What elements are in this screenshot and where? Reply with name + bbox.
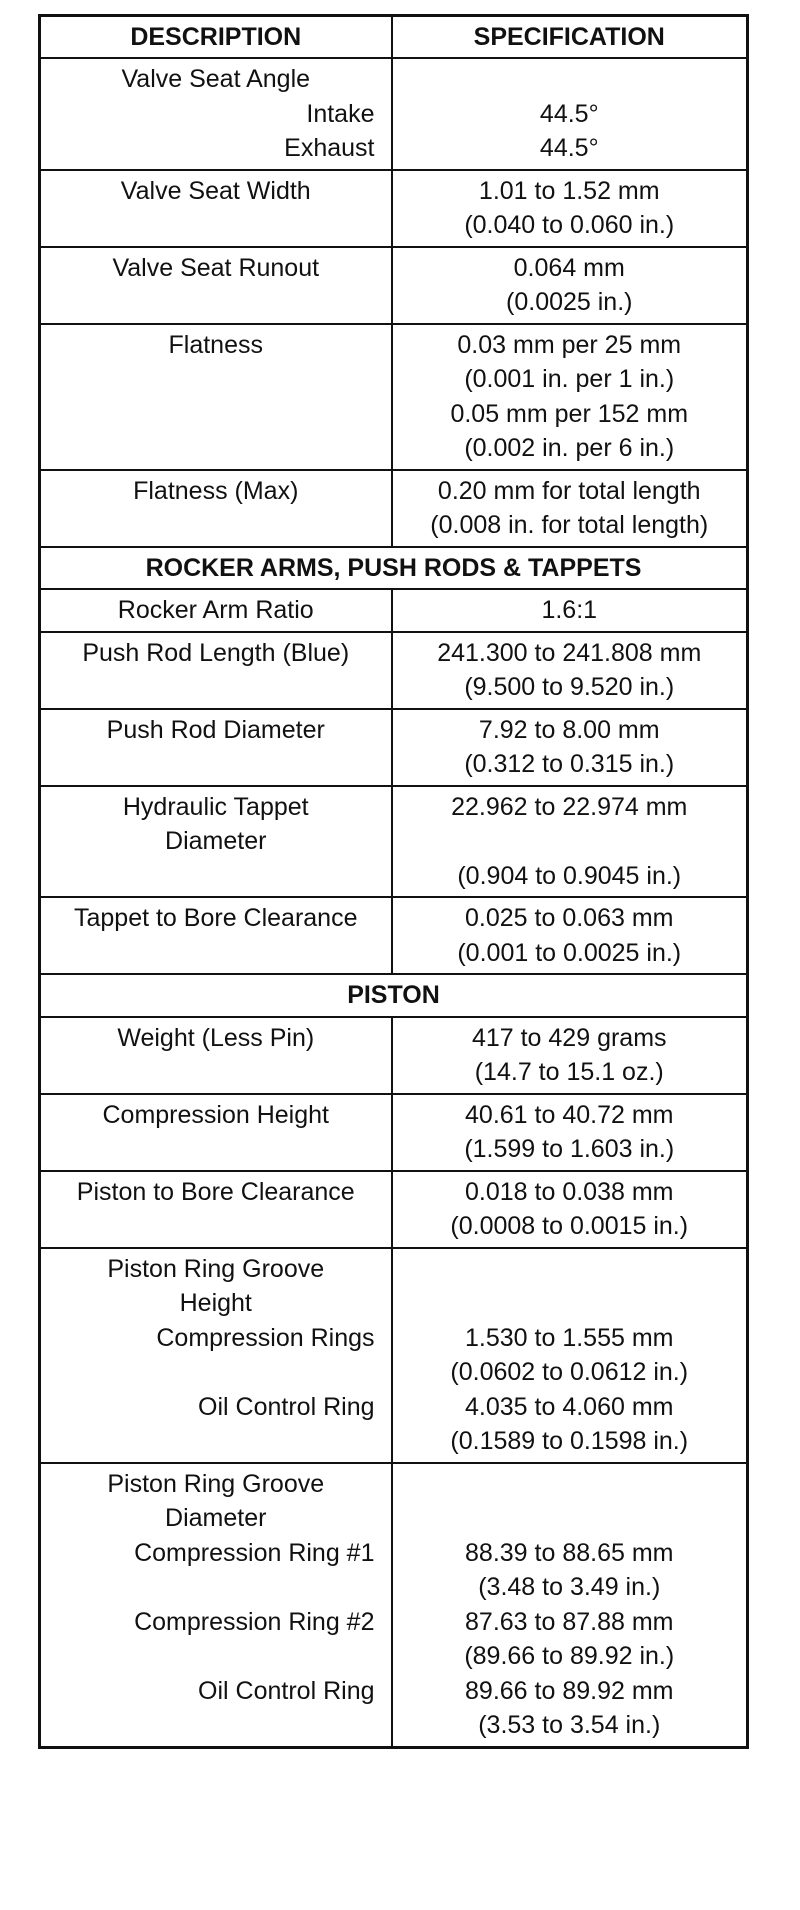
imperial-value: (0.040 to 0.060 in.) [464, 211, 675, 239]
spacer [401, 824, 739, 859]
table-row-push-rod-length [40, 632, 748, 709]
metric-value: 0.03 mm per 25 mm [457, 330, 682, 359]
imperial-value: (0.002 in. per 6 in.) [464, 434, 675, 462]
imperial-value: (0.904 to 0.9045 in.) [457, 861, 682, 890]
spacer [401, 62, 739, 97]
oil-control-ring-label: Oil Control Ring [198, 1676, 375, 1705]
specification-cell [392, 1171, 748, 1248]
specification-cell [392, 1017, 748, 1094]
table-row-push-rod-diameter [40, 709, 748, 786]
metric-value: 87.63 to 87.88 mm [465, 1607, 674, 1636]
specification-cell [392, 1094, 748, 1171]
row-label-continued: Diameter [165, 1504, 267, 1532]
specification-cell [392, 247, 748, 324]
row-label-continued: Diameter [165, 827, 267, 855]
row-label: Piston to Bore Clearance [76, 1177, 355, 1206]
table-row-flatness-max [40, 470, 748, 547]
description-cell [40, 247, 392, 324]
specification-cell [392, 709, 748, 786]
compression-ring-1-label: Compression Ring #1 [134, 1538, 375, 1567]
intake-value: 44.5° [539, 99, 599, 128]
imperial-value: (0.0602 to 0.0612 in.) [450, 1358, 689, 1386]
row-label: Piston Ring Groove [107, 1469, 325, 1498]
imperial-value: (3.48 to 3.49 in.) [478, 1573, 661, 1601]
spacer [401, 1286, 739, 1321]
spacer [49, 1708, 383, 1743]
oil-control-ring-label: Oil Control Ring [198, 1392, 375, 1421]
description-cell [40, 1171, 392, 1248]
row-label: Weight (Less Pin) [117, 1023, 315, 1052]
specification-cell [392, 1248, 748, 1463]
metric-value: 1.01 to 1.52 mm [478, 176, 660, 205]
specification-cell [392, 786, 748, 898]
section-row-piston [40, 974, 748, 1017]
imperial-value: (9.500 to 9.520 in.) [464, 673, 675, 701]
imperial-value: (0.0008 to 0.0015 in.) [450, 1212, 689, 1240]
description-cell [40, 1248, 392, 1463]
spacer [49, 1639, 383, 1674]
spacer [49, 1424, 383, 1459]
metric-value: 0.05 mm per 152 mm [450, 399, 689, 428]
description-cell [40, 324, 392, 470]
exhaust-value: 44.5° [539, 134, 599, 162]
specification-cell [392, 170, 748, 247]
table-row-flatness [40, 324, 748, 470]
specification-cell [392, 324, 748, 470]
compression-rings-label: Compression Rings [156, 1323, 375, 1352]
metric-value: 0.018 to 0.038 mm [465, 1177, 674, 1206]
description-cell [40, 1094, 392, 1171]
metric-value: 7.92 to 8.00 mm [478, 715, 660, 744]
spacer [49, 1570, 383, 1605]
description-cell [40, 589, 392, 632]
metric-value: 417 to 429 grams [471, 1023, 667, 1052]
table-row-valve-seat-angle [40, 58, 748, 170]
table-row-valve-seat-width [40, 170, 748, 247]
imperial-value: (0.1589 to 0.1598 in.) [450, 1427, 689, 1455]
description-cell [40, 1017, 392, 1094]
description-cell [40, 170, 392, 247]
section-heading-rocker-arms: ROCKER ARMS, PUSH RODS & TAPPETS [40, 547, 748, 590]
row-label-continued: Height [179, 1289, 252, 1317]
imperial-value: (14.7 to 15.1 oz.) [474, 1058, 664, 1086]
specification-cell [392, 632, 748, 709]
imperial-value: (0.008 in. for total length) [430, 511, 709, 539]
specification-header: SPECIFICATION [392, 16, 748, 59]
specification-cell [392, 589, 748, 632]
description-cell [40, 897, 392, 974]
imperial-value: (3.53 to 3.54 in.) [478, 1711, 661, 1739]
section-row-rocker [40, 547, 748, 590]
row-label: Valve Seat Runout [112, 253, 320, 282]
table-row-tappet-to-bore [40, 897, 748, 974]
table-row-valve-seat-runout [40, 247, 748, 324]
imperial-value: (1.599 to 1.603 in.) [464, 1135, 675, 1163]
intake-label: Intake [306, 99, 375, 128]
row-label: Hydraulic Tappet [122, 792, 309, 821]
specification-cell [392, 470, 748, 547]
metric-value: 88.39 to 88.65 mm [465, 1538, 674, 1567]
description-cell [40, 786, 392, 898]
table-row-hydraulic-tappet-diameter [40, 786, 748, 898]
metric-value: 4.035 to 4.060 mm [465, 1392, 674, 1421]
specification-cell [392, 58, 748, 170]
table-row-rocker-arm-ratio [40, 589, 748, 632]
spacer [401, 1252, 739, 1287]
row-label: Flatness (Max) [133, 476, 299, 505]
metric-value: 0.025 to 0.063 mm [465, 904, 674, 932]
row-label: Push Rod Diameter [106, 715, 325, 744]
metric-value: 40.61 to 40.72 mm [465, 1100, 674, 1129]
section-heading-piston: PISTON [40, 974, 748, 1017]
specification-table [38, 14, 749, 1749]
spacer [401, 1501, 739, 1536]
metric-value: 0.064 mm [513, 253, 625, 282]
row-label: Valve Seat Angle [121, 65, 311, 93]
description-cell [40, 709, 392, 786]
metric-value: 1.530 to 1.555 mm [465, 1323, 674, 1352]
compression-ring-2-label: Compression Ring #2 [134, 1607, 375, 1636]
description-cell [40, 58, 392, 170]
description-header: DESCRIPTION [40, 16, 392, 59]
specification-cell [392, 1463, 748, 1748]
row-label: Tappet to Bore Clearance [73, 904, 358, 932]
metric-value: 89.66 to 89.92 mm [465, 1676, 674, 1705]
imperial-value: (0.0025 in.) [506, 288, 633, 316]
row-label: Rocker Arm Ratio [117, 596, 314, 624]
imperial-value: (0.001 to 0.0025 in.) [457, 938, 682, 967]
description-cell [40, 470, 392, 547]
metric-value: 241.300 to 241.808 mm [437, 638, 702, 667]
table-row-ring-groove-diameter [40, 1463, 748, 1748]
spacer [401, 1467, 739, 1502]
row-label: Compression Height [102, 1100, 329, 1129]
description-cell [40, 1463, 392, 1748]
metric-value: 0.20 mm for total length [437, 476, 701, 505]
table-row-compression-height [40, 1094, 748, 1171]
imperial-value: (89.66 to 89.92 in.) [464, 1642, 675, 1670]
specification-cell [392, 897, 748, 974]
header-row [40, 16, 748, 59]
ratio-value: 1.6:1 [541, 596, 598, 624]
imperial-value: (0.312 to 0.315 in.) [464, 750, 675, 778]
spacer [49, 1355, 383, 1390]
row-label: Valve Seat Width [120, 176, 311, 205]
row-label: Flatness [168, 330, 263, 359]
row-label: Piston Ring Groove [107, 1254, 325, 1283]
description-cell [40, 632, 392, 709]
imperial-value: (0.001 in. per 1 in.) [464, 365, 675, 393]
table-row-weight-less-pin [40, 1017, 748, 1094]
exhaust-label: Exhaust [284, 134, 375, 162]
table-row-ring-groove-height [40, 1248, 748, 1463]
table-row-piston-to-bore [40, 1171, 748, 1248]
metric-value: 22.962 to 22.974 mm [451, 792, 688, 821]
row-label: Push Rod Length (Blue) [82, 638, 350, 667]
